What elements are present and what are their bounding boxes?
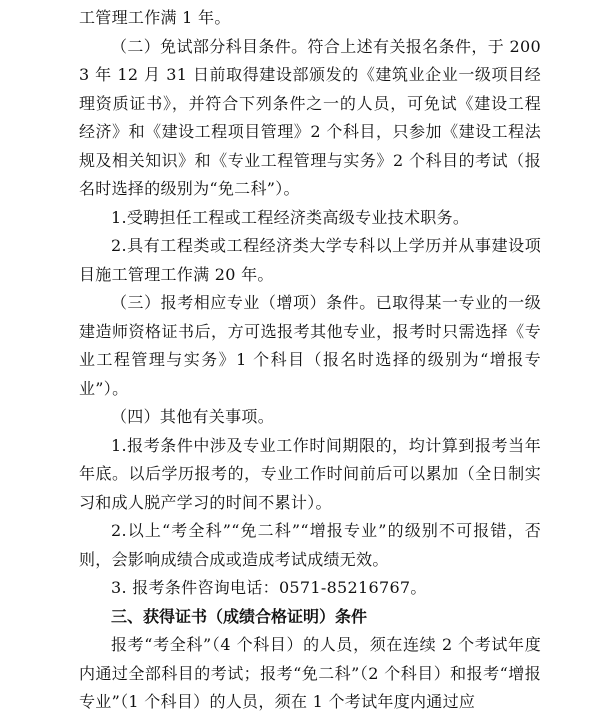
paragraph-additional-specialty: （三）报考相应专业（增项）条件。已取得某一专业的一级建造师资格证书后，方可选报考其他专业，报考时只需选择《专业工程管理与实务》1 个科目（报名时选择的级别为“增报专业”）。: [79, 293, 541, 398]
list-item-exemption-2: 2.具有工程类或工程经济类大学专科以上学历并从事建设项目施工管理工作满 20 年。: [79, 236, 541, 284]
paragraph-exemption-conditions: （二）免试部分科目条件。符合上述有关报名条件，于 2003 年 12 月 31 日前取得建设部颁发的《建筑业企业一级项目经理资质证书》，并符合下列条件之一的人员，可免试《建设工程经济》和《建设工程项目管理》2 个科目，只参加《建设工程法规及相关知识》和《专业工程管理与实务》2 个科目的考试（报名时选择的级别为“免二科”）。: [79, 36, 541, 198]
list-item-other-2: 2.以上“考全科”“免二科”“增报专业”的级别不可报错，否则，会影响成绩合成或造成考试成绩无效。: [79, 521, 541, 569]
list-item-other-1: 1.报考条件中涉及专业工作时间期限的，均计算到报考当年年底。以后学历报考的，专业工作时间前后可以累加（全日制实习和成人脱产学习的时间不累计）。: [79, 435, 541, 512]
list-item-exemption-1: 1.受聘担任工程或工程经济类高级专业技术职务。: [111, 207, 470, 227]
section-heading-certificate: 三、获得证书（成绩合格证明）条件: [111, 606, 368, 626]
list-item-consult-phone: 3. 报考条件咨询电话：0571-85216767。: [111, 578, 427, 597]
paragraph-certificate-conditions: 报考“考全科”（4 个科目）的人员，须在连续 2 个考试年度内通过全部科目的考试；报考“免二科”（2 个科目）和报考“增报专业”（1 个科目）的人员，须在 1 个考试年度内通过应: [79, 635, 541, 711]
paragraph-other-matters: （四）其他有关事项。: [111, 407, 275, 426]
document-page: [79, 4, 541, 717]
paragraph-work-years: 工管理工作满 1 年。: [79, 8, 231, 27]
